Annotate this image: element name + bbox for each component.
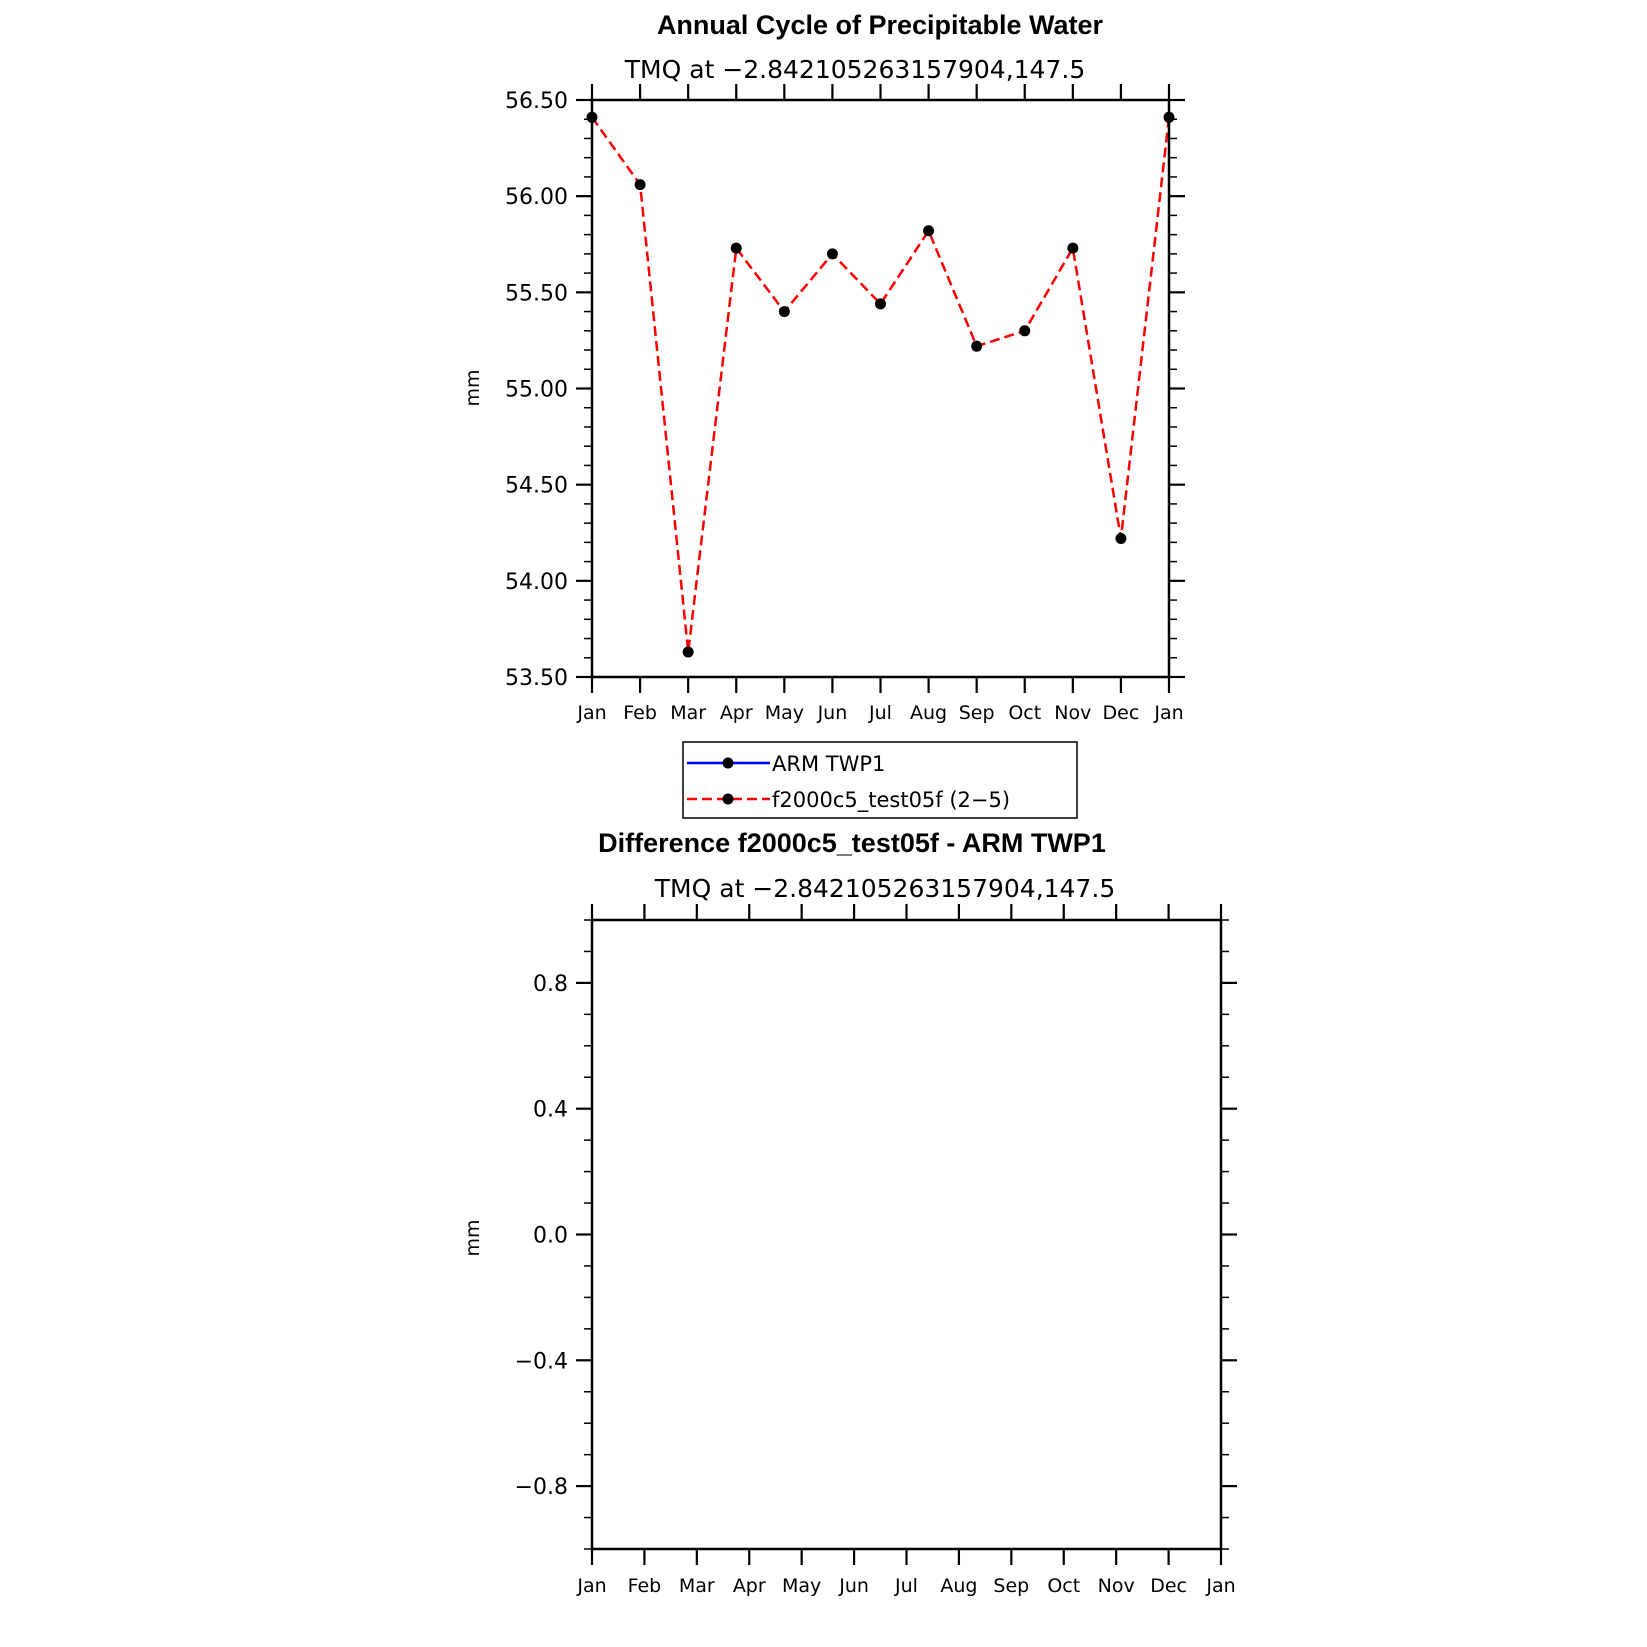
x-tick-label: Feb [627, 1575, 662, 1597]
x-tick-label: Feb [623, 702, 657, 724]
x-tick-label: Jul [895, 1575, 918, 1597]
difference-chart [462, 828, 1237, 1597]
x-tick-label: Jun [839, 1575, 869, 1597]
y-tick-label: 0.0 [533, 1223, 568, 1249]
chart1-x-tick-labels [576, 702, 1183, 724]
x-tick-label: Apr [719, 702, 753, 724]
chart1-title: Annual Cycle of Precipitable Water [656, 10, 1104, 40]
data-point [923, 225, 934, 236]
series-line [592, 117, 1169, 652]
x-tick-label: Jan [577, 1575, 607, 1597]
chart2-y-tick-labels [515, 972, 568, 1500]
chart2-ticks [576, 904, 1237, 1565]
x-tick-label: Mar [678, 1575, 715, 1597]
data-point [1115, 533, 1126, 544]
y-tick-label: 56.50 [505, 89, 568, 114]
x-tick-label: May [764, 702, 804, 724]
x-tick-label: Jan [1154, 702, 1184, 724]
y-tick-label: 0.8 [533, 971, 568, 997]
chart2-plot-frame [592, 920, 1221, 1549]
chart1-y-tick-labels [505, 89, 568, 691]
x-tick-label: Dec [1150, 1575, 1187, 1597]
x-tick-label: Nov [1054, 702, 1092, 724]
data-point [875, 298, 886, 309]
x-tick-label: Jul [869, 702, 892, 724]
legend [683, 742, 1077, 818]
legend-entry-model: f2000c5_test05f (2−5) [772, 788, 1011, 812]
y-tick-label: 56.00 [505, 185, 568, 211]
x-tick-label: Oct [1008, 702, 1042, 724]
data-point [683, 646, 694, 657]
x-tick-label: Jan [577, 702, 607, 724]
chart2-y-axis-label: mm [462, 1219, 484, 1257]
x-tick-label: Jun [817, 702, 848, 724]
x-tick-label: Jan [1206, 1575, 1236, 1597]
y-tick-label: 53.50 [505, 666, 568, 691]
y-tick-label: 55.50 [505, 281, 568, 307]
y-tick-label: −0.4 [514, 1349, 568, 1375]
y-tick-label: 54.50 [505, 473, 568, 499]
legend-entry-arm: ARM TWP1 [772, 752, 886, 776]
data-point [827, 248, 838, 259]
y-tick-label: 55.00 [505, 377, 568, 403]
x-tick-label: Aug [910, 702, 948, 724]
chart2-title: Difference f2000c5_test05f - ARM TWP1 [598, 828, 1106, 858]
y-tick-label: 0.4 [533, 1097, 568, 1123]
legend-swatch-marker-model [723, 794, 734, 805]
annual-cycle-chart [462, 10, 1185, 724]
data-point [635, 179, 646, 190]
x-tick-label: Apr [732, 1575, 766, 1597]
y-tick-label: −0.8 [514, 1475, 568, 1501]
x-tick-label: Nov [1097, 1575, 1135, 1597]
data-point [971, 341, 982, 352]
data-point [1067, 243, 1078, 254]
legend-swatch-marker-arm [723, 758, 734, 769]
chart1-ticks [576, 84, 1185, 693]
y-tick-label: 54.00 [505, 569, 568, 595]
chart1-subtitle: TMQ at −2.842105263157904,147.5 [624, 55, 1086, 84]
x-tick-label: Sep [993, 1575, 1030, 1597]
data-point [731, 243, 742, 254]
chart1-series [587, 112, 1175, 658]
data-point [1019, 325, 1030, 336]
x-tick-label: Dec [1102, 702, 1140, 724]
chart1-plot-frame [592, 100, 1169, 677]
x-tick-label: Aug [940, 1575, 978, 1597]
x-tick-label: Sep [958, 702, 995, 724]
chart2-subtitle: TMQ at −2.842105263157904,147.5 [654, 874, 1116, 903]
x-tick-label: May [782, 1575, 822, 1597]
chart2-x-tick-labels [576, 1575, 1235, 1597]
x-tick-label: Oct [1047, 1575, 1081, 1597]
chart1-y-axis-label: mm [462, 369, 484, 407]
data-point [779, 306, 790, 317]
x-tick-label: Mar [670, 702, 707, 724]
